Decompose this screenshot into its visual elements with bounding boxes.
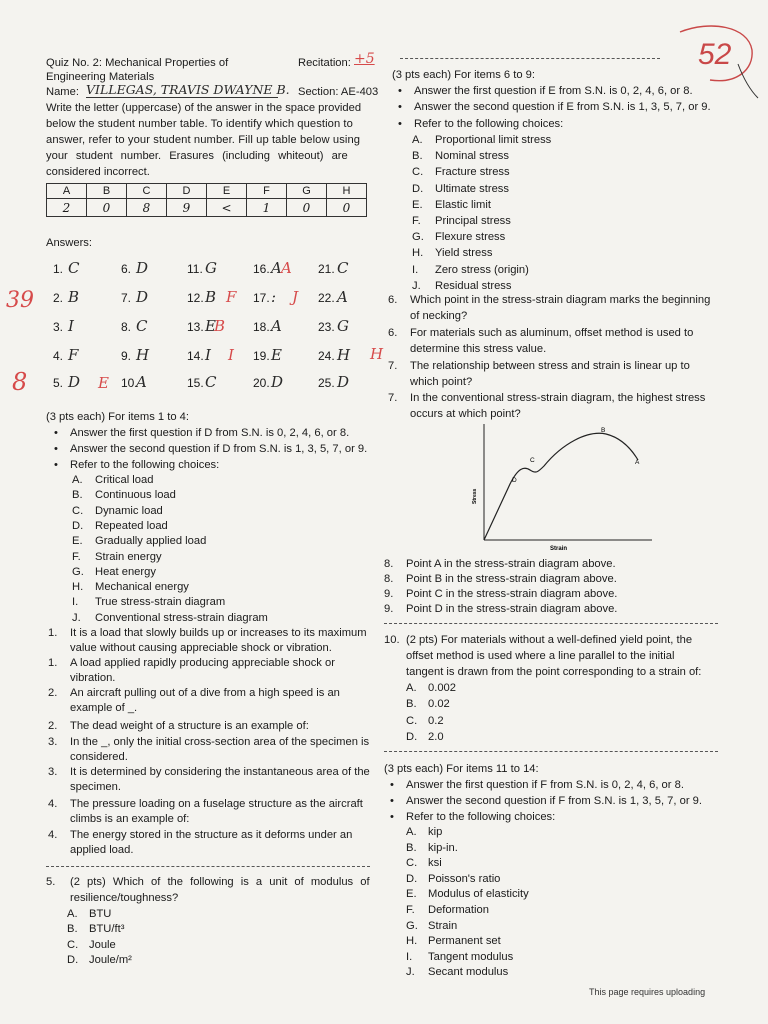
rule-line: • Refer to the following choices: [70,458,219,472]
quiz-title-line-1: Quiz No. 2: Mechanical Properties of [46,57,229,69]
question-text: determine this stress value. [410,342,547,355]
question-number: 3. [48,766,58,778]
choice-text: kip [428,826,443,838]
question-number: 6. [388,327,398,339]
correction-mark: B [214,317,226,335]
rule-line: • Answer the second question if D from S.N. is 1, 3, 5, 7, or 9. [70,442,367,456]
question-text: tangent is drawn from the point corresponding to a strain of: [406,666,702,678]
answer-number: 7. [121,291,132,305]
answer-number: 18. [253,320,270,334]
answer-value: H [136,346,150,364]
question-text: Point C in the stress-strain diagram above. [406,588,618,600]
question-text: The relationship between stress and strain is linear up to [410,360,690,372]
rule-line: • Refer to the following choices: [414,117,563,131]
choice-text: Gradually applied load [95,535,207,548]
y-axis-label: Stress [472,488,478,504]
choice-letter: F. [406,904,415,916]
choice-text: Permanent set [428,935,501,948]
instruction-line: considered incorrect. [46,166,150,178]
question-number: 9. [384,603,394,615]
answer-value: F [68,346,79,364]
choice-text: ksi [428,857,442,870]
choice-text: 0.002 [428,682,456,694]
point-label: A [635,459,640,466]
question-text: specimen. [70,780,121,793]
quiz-title-line-2: Engineering Materials [46,71,155,83]
sn-value: 0 [327,199,367,217]
sn-value: 1 [247,199,287,217]
choice-text: BTU/ft³ [89,923,125,936]
choice-letter: I. [412,263,419,276]
question-text: Point D in the stress-strain diagram above. [406,603,618,615]
choice-text: Ultimate stress [435,182,509,195]
stress-strain-diagram [462,420,662,556]
choice-letter: D. [67,953,79,966]
answer-value: D [136,259,149,277]
choice-letter: E. [412,198,423,211]
recitation-value: +5 [354,51,375,67]
answer-value: B [205,288,217,306]
question-text: (2 pts) For materials without a well-defined yield point, the [406,634,693,646]
answers-label: Answers: [46,237,93,249]
choice-text: Heat energy [95,565,156,578]
rule-line: • Answer the second question if E from S.N. is 1, 3, 5, 7, or 9. [414,100,711,114]
question-text: An aircraft pulling out of a dive from a high speed is an [70,687,340,699]
question-number: 10. [384,634,400,646]
choice-letter: B. [67,923,78,936]
choice-text: Repeated load [95,519,168,532]
choice-letter: C. [67,938,79,951]
choice-text: Critical load [95,474,154,486]
question-text: The dead weight of a structure is an example of: [70,720,309,732]
answer-value: C [205,373,217,391]
choice-letter: D. [406,872,418,885]
question-text: Point A in the stress-strain diagram above. [406,558,616,570]
choice-text: Conventional stress-strain diagram [95,611,268,624]
question-text: climbs is an example of: [70,812,190,825]
answer-number: 15. [187,376,204,390]
choice-letter: A. [67,908,78,920]
answer-number: 14. [187,349,204,363]
choice-text: BTU [89,908,112,920]
answer-value: A [271,259,282,277]
section-label: Section: AE-403 [298,86,379,98]
answer-number: 24. [318,349,335,363]
items-1-4-heading: (3 pts each) For items 1 to 4: [46,411,190,423]
correction-mark: F [226,288,237,306]
question-number: 8. [384,573,394,585]
choice-letter: I. [72,596,79,609]
answer-number: 10. [121,376,138,390]
choice-text: Dynamic load [95,504,163,517]
answer-value: D [337,373,350,391]
answer-number: 3. [53,320,64,334]
choice-letter: G. [412,231,424,244]
question-text: considered. [70,750,128,763]
choice-text: Proportional limit stress [435,134,552,146]
answer-value: D [136,288,149,306]
recitation-label: Recitation: [298,57,351,69]
choice-text: Poisson's ratio [428,872,501,885]
choice-letter: F. [72,550,81,563]
correction-mark: E [98,374,109,392]
choice-letter: E. [72,535,83,548]
answer-number: 8. [121,320,132,334]
question-text: offset method is used where a line parallel to the initial [406,650,675,662]
choice-letter: C. [72,504,84,517]
choice-letter: C. [412,166,424,179]
choice-letter: E. [406,888,417,901]
choice-text: Nominal stress [435,150,509,163]
sn-value: < [207,199,247,217]
answer-number: 12. [187,291,204,305]
choice-text: Joule [89,938,116,951]
answer-number: 6. [121,262,132,276]
question-text: of necking? [410,309,468,322]
choice-text: kip-in. [428,841,458,854]
correction-mark: I [228,346,234,364]
question-text: vibration. [70,671,116,684]
choice-text: Yield stress [435,247,493,260]
question-number: 3. [48,736,58,748]
answer-number: 2. [53,291,64,305]
score-value: 52 [698,38,732,71]
correction-mark: A [281,259,292,277]
x-axis-label: Strain [550,546,568,552]
question-text: occurs at which point? [410,407,521,420]
choice-text: Mechanical energy [95,581,189,594]
choice-text: Continuous load [95,489,176,502]
answer-number: 13. [187,320,204,334]
sn-header: B [87,184,127,199]
choice-letter: A. [406,682,417,694]
question-text: example of _. [70,701,138,714]
choice-letter: F. [412,215,421,227]
choice-text: Deformation [428,904,489,916]
choice-text: Fracture stress [435,166,510,179]
choice-text: Elastic limit [435,198,491,211]
name-label: Name: [46,86,79,98]
rule-line: • Answer the first question if F from S.N. is 0, 2, 4, 6, or 8. [406,778,684,792]
answer-value: A [136,373,147,391]
choice-letter: H. [412,247,424,260]
choice-letter: H. [72,581,84,594]
answer-value: I [205,346,211,364]
choice-letter: C. [406,857,418,870]
question-text: For materials such as aluminum, offset method is used to [410,327,694,339]
rule-line: • Answer the first question if E from S.N. is 0, 2, 4, 6, or 8. [414,84,693,98]
answer-number: 17. [253,291,270,305]
instruction-line: Write the letter (uppercase) of the answer in the space provided [46,102,362,114]
choice-text: Joule/m² [89,953,132,966]
question-number: 1. [48,657,58,669]
question-text: The energy stored in the structure as it deforms under an [70,829,353,841]
question-text: resilience/toughness? [70,892,179,904]
choice-text: Strain [428,919,458,932]
choice-letter: B. [406,698,417,711]
choice-letter: G. [406,919,418,932]
choice-letter: A. [412,134,423,146]
choice-letter: B. [406,841,417,854]
sn-header: E [207,184,247,199]
question-number: 8. [384,558,394,570]
choice-letter: J. [406,966,415,979]
answer-number: 1. [53,262,64,276]
sn-value: 2 [47,199,87,217]
stress-strain-curve [484,433,638,540]
footer-note: This page requires uploading [589,987,706,997]
choice-letter: G. [72,565,84,578]
choice-text: True stress-strain diagram [95,596,226,609]
sn-value: 9 [167,199,207,217]
point-label: B [601,427,606,434]
choice-letter: J. [412,279,421,292]
choice-text: Flexure stress [435,231,506,244]
sn-header-row [47,184,367,199]
question-text: A load applied rapidly producing appreciable shock or [70,657,335,669]
rule-line: • Answer the second question if F from S.N. is 1, 3, 5, 7, or 9. [406,794,702,808]
choice-text: Zero stress (origin) [435,263,529,276]
question-number: 9. [384,588,394,600]
answer-value: B [68,288,80,306]
answer-number: 21. [318,262,335,276]
divider [46,866,370,867]
sn-header: G [287,184,327,199]
divider [384,623,718,624]
correction-mark: H [370,345,384,363]
divider [384,751,718,752]
instruction-line: below the student number table. To identify which question to [46,118,353,130]
question-number: 2. [48,687,58,699]
answer-value: G [337,317,349,335]
question-text: It is a load that slowly builds up or increases to its maximum [70,627,367,639]
question-number: 4. [48,798,58,810]
sn-header: F [247,184,287,199]
choice-letter: A. [72,474,83,486]
choice-letter: A. [406,826,417,838]
question-number: 7. [388,360,398,372]
question-number: 7. [388,392,398,404]
question-text: It is determined by considering the instantaneous area of the [70,766,370,778]
choice-text: Residual stress [435,279,512,292]
answer-value: : [271,288,277,306]
point-label: D [512,477,517,484]
items-6-9-heading: (3 pts each) For items 6 to 9: [392,69,536,81]
answer-number: 16. [253,262,270,276]
answer-value: C [68,259,80,277]
question-text: In the _, only the initial cross-section area of the specimen is [70,736,370,748]
answer-value: C [136,317,148,335]
correction-mark: J [292,288,299,306]
answer-number: 9. [121,349,132,363]
margin-score-mark: 39 [6,288,34,313]
question-text: which point? [410,375,473,388]
instruction-line: answer, refer to your student number. Fill up table below using [46,134,361,146]
sn-header: A [47,184,87,199]
rule-line: • Answer the first question if D from S.N. is 0, 2, 4, 6, or 8. [70,426,349,440]
choice-letter: D. [412,182,424,195]
margin-score-mark: 8 [12,368,28,396]
choice-letter: D. [72,519,84,532]
rule-line: • Refer to the following choices: [406,810,555,824]
answer-value: H [337,346,351,364]
answer-value: G [205,259,217,277]
sn-value: 0 [287,199,327,217]
student-name: VILLEGAS, TRAVIS DWAYNE B. [86,82,290,97]
answer-value: D [271,373,284,391]
choice-letter: B. [72,489,83,502]
question-text: applied load. [70,843,134,856]
question-text: (2 pts) Which of the following is a unit of modulus of [70,876,370,888]
choice-text: Secant modulus [428,966,509,979]
sn-header: C [127,184,167,199]
question-text: The pressure loading on a fuselage structure as the aircraft [70,798,363,810]
sn-header: D [167,184,207,199]
sn-value-row [47,199,367,217]
answer-number: 22. [318,291,335,305]
question-text: Point B in the stress-strain diagram above. [406,573,617,585]
answer-value: C [337,259,349,277]
answer-value: A [337,288,348,306]
choice-letter: C. [406,714,418,727]
choice-text: Tangent modulus [428,950,514,963]
question-text: value without causing appreciable shock or vibration. [70,641,332,654]
choice-text: 2.0 [428,730,444,743]
question-text: Which point in the stress-strain diagram marks the beginning [410,294,711,306]
sn-value: 8 [127,199,167,217]
answer-value: A [271,317,282,335]
sn-header: H [327,184,367,199]
choice-text: Strain energy [95,550,162,563]
choice-text: Modulus of elasticity [428,888,529,901]
answer-value: D [68,373,81,391]
sn-value: 0 [87,199,127,217]
divider [400,58,660,59]
answer-value: I [68,317,74,335]
question-number: 1. [48,627,58,639]
choice-letter: J. [72,611,81,624]
answer-number: 4. [53,349,64,363]
choice-text: Principal stress [435,215,511,227]
choice-text: 0.02 [428,698,450,711]
question-text: In the conventional stress-strain diagram, the highest stress [410,392,706,404]
answer-value: E [205,317,216,335]
choice-text: 0.2 [428,714,444,727]
choice-letter: I. [406,950,413,963]
answer-number: 11. [187,262,203,276]
answer-number: 5. [53,376,64,390]
answer-number: 20. [253,376,270,390]
answer-number: 23. [318,320,335,334]
choice-letter: H. [406,935,418,948]
choice-letter: D. [406,730,418,743]
instruction-line: your student number. Erasures (including whiteout) are [46,150,348,162]
question-number: 6. [388,294,398,306]
question-number: 2. [48,720,58,732]
choice-letter: B. [412,150,423,163]
point-label: C [530,457,535,464]
answer-value: E [271,346,282,364]
question-number: 5. [46,876,56,888]
answer-number: 25. [318,376,335,390]
answer-number: 19. [253,349,270,363]
student-number-table [46,183,367,217]
items-11-14-heading: (3 pts each) For items 11 to 14: [384,763,539,775]
question-number: 4. [48,829,58,841]
